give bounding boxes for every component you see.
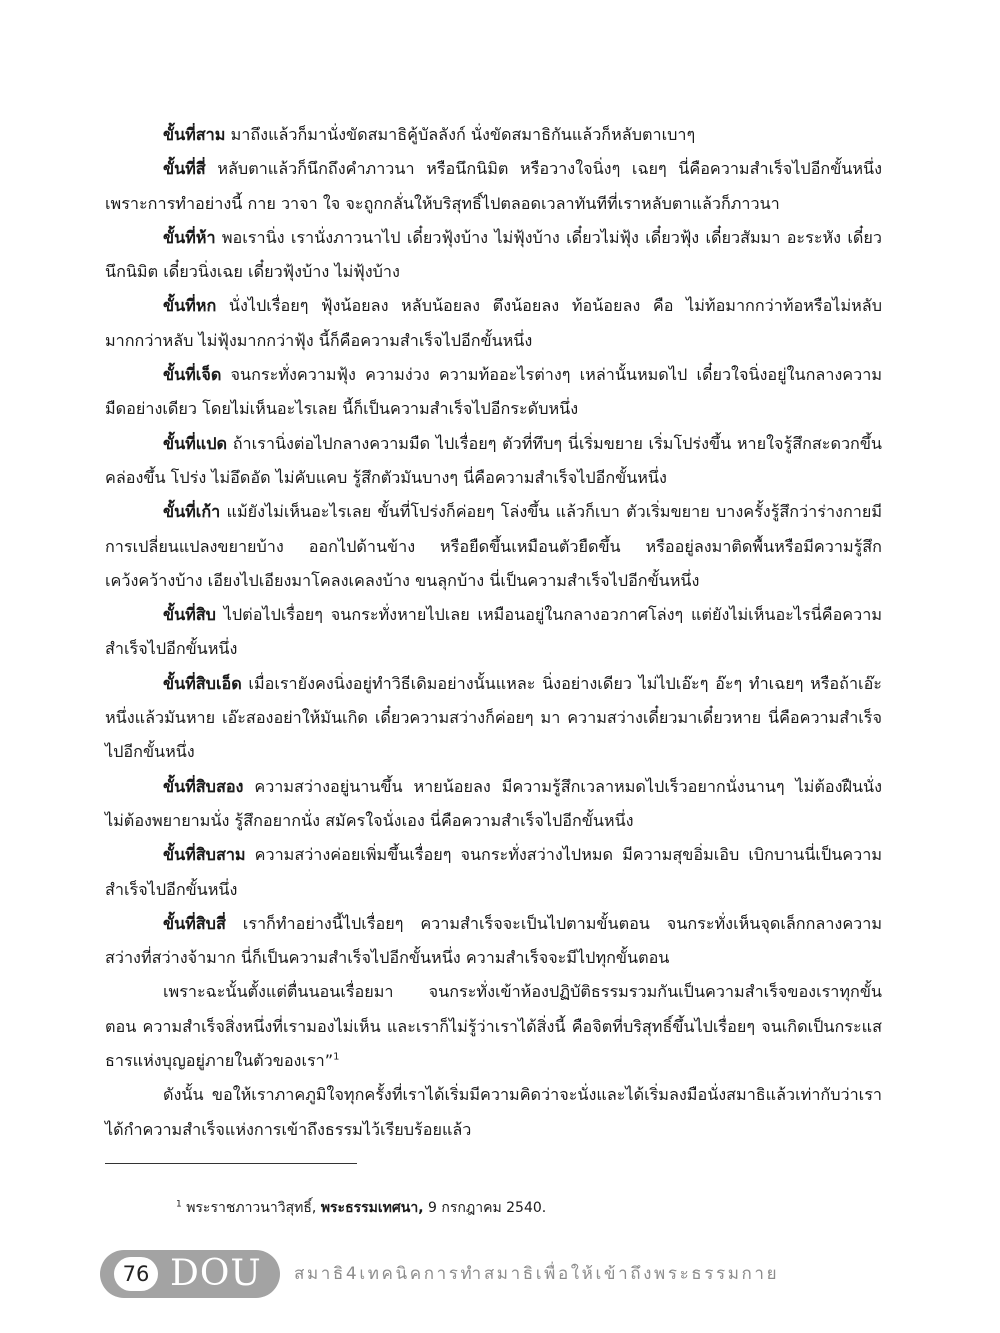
- footnote-divider: [105, 1163, 357, 1164]
- step-heading: ขั้นที่สิบเอ็ด: [163, 673, 242, 693]
- paragraph-step-12: [105, 770, 882, 839]
- paragraph-step-6: [105, 289, 882, 358]
- page-footer: [100, 1247, 880, 1303]
- paragraph-step-4: [105, 152, 882, 221]
- paragraph-text: พอเรานิ่ง เรานั่งภาวนาไป เดี๋ยวฟุ้งบ้าง ไม่ฟุ้งบ้าง เดี๋ยวไม่ฟุ้ง เดี๋ยวฟุ้ง เดี๋ยวสัมมา อะระหัง เดี๋ยวนึกนิมิต เดี๋ยวนิ่งเฉย เดี๋ยวฟุ้งบ้าง ไม่ฟุ้งบ้าง: [105, 227, 882, 282]
- footnote-date: 9 กรกฎาคม 2540.: [428, 1200, 547, 1216]
- paragraph-step-14: [105, 907, 882, 976]
- step-heading: ขั้นที่สาม: [163, 125, 226, 144]
- paragraph-text: เราก็ทำอย่างนี้ไปเรื่อยๆ ความสำเร็จจะเป็นไปตามขั้นตอน จนกระทั่งเห็นจุดเล็กกลางความสว่างที่สว่างจ้ามาก นี่ก็เป็นความสำเร็จไปอีกขั้นหนึ่ง ความสำเร็จจะมีไปทุกขั้นตอน: [105, 913, 882, 968]
- paragraph-step-10: [105, 598, 882, 667]
- footer-badge: [100, 1250, 280, 1298]
- brand-logo: DOU: [170, 1253, 262, 1294]
- page-body: [105, 118, 882, 1147]
- step-heading: ขั้นที่สิบสาม: [163, 845, 246, 865]
- paragraph-text: ความสว่างอยู่นานขึ้น หายน้อยลง มีความรู้สึกเวลาหมดไปเร็วอยากนั่งนานๆ ไม่ต้องฝืนนั่ง ไม่ต้องพยายามนั่ง รู้สึกอยากนั่ง สมัครใจนั่งเอง นี่คือความสำเร็จไปอีกขั้นหนึ่ง: [105, 776, 882, 830]
- paragraph-text: เพราะฉะนั้นตั้งแต่ตื่นนอนเรื่อยมา จนกระทั่งเข้าห้องปฏิบัติธรรมรวมกันเป็นความสำเร็จของเราทุกขั้นตอน ความสำเร็จสิ่งหนึ่งที่เรามองไม่เห็น และเราก็ไม่รู้ว่าเราได้สิ่งนี้ คือจิตที่บริสุทธิ์ขึ้นไปเรื่อยๆ จนเกิดเป็นกระแสธารแห่งบุญอยู่ภายในตัวของเรา”: [105, 982, 882, 1071]
- paragraph-step-7: [105, 358, 882, 427]
- step-heading: ขั้นที่แปด: [163, 433, 228, 453]
- footnote-reference[interactable]: 1: [333, 1051, 340, 1063]
- footnote-work: พระธรรมเทศนา,: [320, 1200, 424, 1216]
- paragraph-text: ดังนั้น ขอให้เราภาคภูมิใจทุกครั้งที่เราได้เริ่มมีความคิดว่าจะนั่งและได้เริ่มลงมือนั่งสมาธิแล้วเท่ากับว่าเราได้กำความสำเร็จแห่งการเข้าถึงธรรมไว้เรียบร้อยแล้ว: [105, 1085, 882, 1139]
- step-heading: ขั้นที่สิบสอง: [163, 776, 244, 796]
- page-number: 76: [114, 1257, 158, 1291]
- paragraph-text: หลับตาแล้วก็นึกถึงคำภาวนา หรือนึกนิมิต หรือวางใจนิ่งๆ เฉยๆ นี่คือความสำเร็จไปอีกขั้นหนึ่ง เพราะการทำอย่างนี้ กาย วาจา ใจ จะถูกกลั่นให้บริสุทธิ์ไปตลอดเวลาทันทีที่เราหลับตาแล้วก็ภาวนา: [105, 159, 882, 213]
- paragraph-conclusion: [105, 1078, 882, 1147]
- footnote: [176, 1198, 546, 1218]
- paragraph-text: แม้ยังไม่เห็นอะไรเลย ขั้นที่โปร่งก็ค่อยๆ โล่งขึ้น แล้วก็เบา ตัวเริ่มขยาย บางครั้งรู้สึกว่าร่างกายมีการเปลี่ยนแปลงขยายบ้าง ออกไปด้านข้าง หรือยืดขึ้นเหมือนตัวยืดขึ้น หรืออยู่ลงมาติดพื้นหรือมีความรู้สึกเคว้งคว้างบ้าง เอียงไปเอียงมาโคลงเคลงบ้าง ขนลุกบ้าง นี่เป็นความสำเร็จไปอีกขั้นหนึ่ง: [105, 502, 882, 590]
- paragraph-text: ความสว่างค่อยเพิ่มขึ้นเรื่อยๆ จนกระทั่งสว่างไปหมด มีความสุขอิ่มเอิบ เบิกบานนี่เป็นความสำเร็จไปอีกขั้นหนึ่ง: [105, 845, 882, 899]
- paragraph-step-11: [105, 667, 882, 770]
- paragraph-step-8: [105, 427, 882, 496]
- footnote-author: พระราชภาวนาวิสุทธิ์,: [186, 1200, 317, 1216]
- step-heading: ขั้นที่สี่: [163, 159, 206, 179]
- paragraph-text: เมื่อเรายังคงนิ่งอยู่ทำวิธีเดิมอย่างนั้นแหละ นิ่งอย่างเดียว ไม่ไปเอ๊ะๆ อ๊ะๆ ทำเฉยๆ หรือถ้าเอ๊ะหนึ่งแล้วมันหาย เอ๊ะสองอย่าให้มันเกิด เดี๋ยวความสว่างก็ค่อยๆ มา ความสว่างเดี๋ยวมาเดี๋ยวหาย นี่คือความสำเร็จไปอีกขั้นหนึ่ง: [105, 673, 882, 762]
- paragraph-summary: [105, 975, 882, 1078]
- step-heading: ขั้นที่เจ็ด: [163, 365, 222, 385]
- paragraph-text: นั่งไปเรื่อยๆ ฟุ้งน้อยลง หลับน้อยลง ตึงน้อยลง ท้อน้อยลง คือ ไม่ท้อมากกว่าท้อหรือไม่หลับมากกว่าหลับ ไม่ฟุ้งมากกว่าฟุ้ง นี้ก็คือความสำเร็จไปอีกขั้นหนึ่ง: [105, 296, 882, 350]
- step-heading: ขั้นที่หก: [163, 296, 217, 316]
- paragraph-text: ถ้าเรานิ่งต่อไปกลางความมืด ไปเรื่อยๆ ตัวที่ทึบๆ นี่เริ่มขยาย เริ่มโปร่งขึ้น หายใจรู้สึกสะดวกขึ้น คล่องขึ้น โปร่ง ไม่อึดอัด ไม่คับแคบ รู้สึกตัวมันบางๆ นี่คือความสำเร็จไปอีกขั้นหนึ่ง: [105, 433, 882, 487]
- paragraph-text: ไปต่อไปเรื่อยๆ จนกระทั่งหายไปเลย เหมือนอยู่ในกลางอวกาศโล่งๆ แต่ยังไม่เห็นอะไรนี่คือความสำเร็จไปอีกขั้นหนึ่ง: [105, 605, 882, 659]
- paragraph-step-9: [105, 495, 882, 598]
- book-title: สมาธิ4เทคนิคการทำสมาธิเพื่อให้เข้าถึงพระธรรมกาย: [294, 1264, 780, 1284]
- step-heading: ขั้นที่สิบ: [163, 605, 216, 625]
- paragraph-step-3: [105, 118, 882, 152]
- paragraph-step-13: [105, 838, 882, 907]
- step-heading: ขั้นที่สิบสี่: [163, 913, 226, 933]
- paragraph-text: มาถึงแล้วก็มานั่งขัดสมาธิคู้บัลลังก์ นั่งขัดสมาธิกันแล้วก็หลับตาเบาๆ: [225, 125, 696, 144]
- paragraph-text: จนกระทั่งความฟุ้ง ความง่วง ความท้ออะไรต่างๆ เหล่านั้นหมดไป เดี๋ยวใจนิ่งอยู่ในกลางความมืดอย่างเดียว โดยไม่เห็นอะไรเลย นี้ก็เป็นความสำเร็จไปอีกระดับหนึ่ง: [105, 365, 882, 419]
- footnote-mark: 1: [176, 1199, 182, 1210]
- paragraph-step-5: [105, 221, 882, 290]
- step-heading: ขั้นที่ห้า: [163, 227, 216, 247]
- step-heading: ขั้นที่เก้า: [163, 502, 221, 522]
